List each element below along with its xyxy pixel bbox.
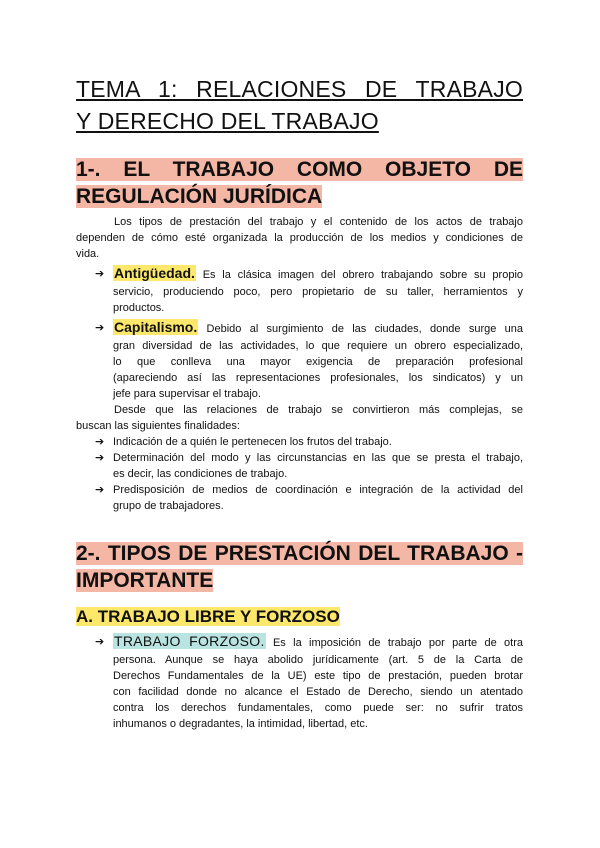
- forzoso-text-l2: persona. Aunque se haya abolido jurídicamente (art. 5 de la Carta de: [113, 654, 523, 666]
- arrow-icon: ➔: [95, 436, 105, 448]
- page-title-line1: TEMA 1: RELACIONES DE TRABAJO: [76, 76, 523, 102]
- forzoso-text-l5: contra los derechos fundamentales, como puede ser: no sufrir tratos: [113, 702, 523, 714]
- finalidades-intro-l1: Desde que las relaciones de trabajo se convirtieron más complejas, se: [114, 404, 523, 416]
- trabajo-forzoso-item: [76, 632, 523, 732]
- finalidad-2-text-l1: Determinación del modo y las circunstancias en las que se presta el trabajo,: [113, 452, 523, 464]
- antiguedad-term: Antigüedad.: [114, 265, 195, 281]
- forzoso-text-l3: Derechos Fundamentales de la UE) este tipo de prestación, pueden brotar: [113, 670, 523, 682]
- capitalismo-text-l1: Debido al surgimiento de las ciudades, donde surge una: [206, 323, 523, 335]
- trabajo-forzoso-term: TRABAJO FORZOSO.: [114, 633, 265, 649]
- capitalismo-item: [76, 318, 523, 402]
- intro-paragraph-l3: vida.: [76, 248, 100, 260]
- forzoso-text-l1: Es la imposición de trabajo por parte de otra: [272, 637, 523, 649]
- arrow-icon: ➔: [95, 484, 105, 496]
- capitalismo-term: Capitalismo.: [114, 319, 198, 335]
- finalidad-item-3: [76, 482, 523, 514]
- finalidades-intro-l2: buscan las siguientes finalidades:: [76, 420, 240, 432]
- capitalismo-text-l3: lo que conlleva una mayor exigencia de preparación profesional: [113, 356, 523, 368]
- antiguedad-item: [76, 264, 523, 316]
- finalidad-3-text-l2: grupo de trabajadores.: [113, 500, 224, 512]
- forzoso-text-l6: inhumanos o degradantes, la intimidad, libertad, etc.: [113, 718, 368, 730]
- capitalismo-text-l4: (apareciendo así las representaciones profesionales, los sindicatos) y un: [113, 372, 523, 384]
- section1-heading-line1: 1-. EL TRABAJO COMO OBJETO DE: [76, 158, 523, 181]
- intro-paragraph-l2: dependen de cómo esté organizada la producción de los medios y condiciones de: [76, 232, 523, 244]
- finalidad-item-2: [76, 450, 523, 482]
- finalidad-2-text-l2: es decir, las condiciones de trabajo.: [113, 468, 288, 480]
- section2-heading-line1: 2-. TIPOS DE PRESTACIÓN DEL TRABAJO -: [76, 542, 523, 565]
- arrow-icon: ➔: [95, 636, 105, 648]
- capitalismo-text-l5: jefe para supervisar el trabajo.: [113, 388, 261, 400]
- document-page: [76, 74, 523, 732]
- subsection-a-heading: A. TRABAJO LIBRE Y FORZOSO: [76, 607, 340, 626]
- intro-paragraph-l1: Los tipos de prestación del trabajo y el contenido de los actos de trabajo: [114, 216, 523, 228]
- page-title-line2: Y DERECHO DEL TRABAJO: [76, 108, 379, 134]
- arrow-icon: ➔: [95, 452, 105, 464]
- antiguedad-text-l2: servicio, produciendo poco, pero propietario de su taller, herramientos y: [113, 286, 523, 298]
- antiguedad-text-l1: Es la clásica imagen del obrero trabajando sobre su propio: [202, 269, 524, 281]
- finalidad-1-text: Indicación de a quién le pertenecen los frutos del trabajo.: [113, 436, 392, 448]
- antiguedad-text-l3: productos.: [113, 302, 165, 314]
- capitalismo-text-l2: gran diversidad de las actividades, lo que requiere un obrero especializado,: [113, 340, 523, 352]
- finalidad-item-1: [76, 434, 523, 450]
- forzoso-text-l4: con facilidad donde no alcance el Estado de Derecho, siendo un atentado: [113, 686, 523, 698]
- finalidad-3-text-l1: Predisposición de medios de coordinación e integración de la actividad del: [113, 484, 523, 496]
- arrow-icon: ➔: [95, 322, 105, 334]
- section1-heading-line2: REGULACIÓN JURÍDICA: [76, 185, 323, 208]
- arrow-icon: ➔: [95, 268, 105, 280]
- section2-heading-line2: IMPORTANTE: [76, 569, 214, 592]
